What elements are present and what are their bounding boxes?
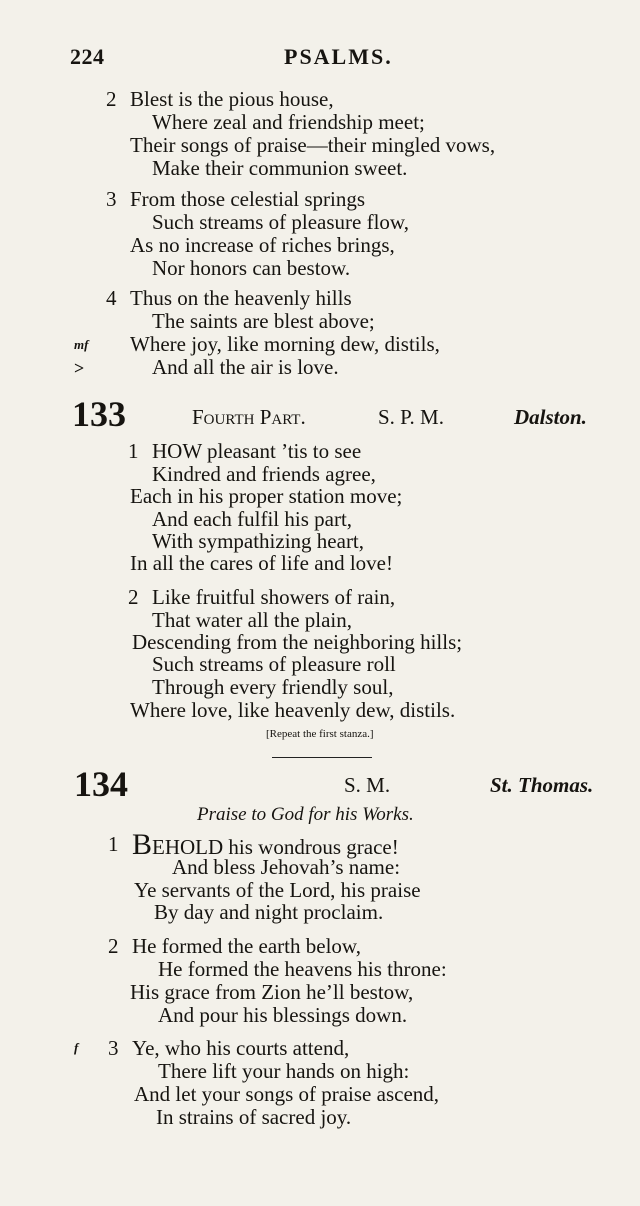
- hymn-number: 134: [74, 764, 128, 804]
- verse-line: Their songs of praise—their mingled vows,: [130, 133, 496, 157]
- verse-line: He formed the earth below,: [132, 934, 361, 958]
- verse-line: And bless Jehovah’s name:: [172, 855, 401, 879]
- verse-line: With sympathizing heart,: [152, 529, 365, 553]
- verse-line: His grace from Zion he’ll bestow,: [130, 980, 414, 1004]
- running-title: PSALMS.: [284, 44, 393, 69]
- verse-line: Where zeal and friendship meet;: [152, 110, 425, 134]
- dynamic-mark: f: [74, 1040, 79, 1055]
- stanza-number: 4: [106, 286, 117, 310]
- tune-name: St. Thomas.: [490, 773, 594, 797]
- verse-line: HOW pleasant ’tis to see: [152, 439, 362, 463]
- drop-cap: B: [132, 828, 153, 861]
- verse-line: That water all the plain,: [152, 608, 353, 632]
- verse-line: There lift your hands on high:: [158, 1059, 410, 1083]
- dynamic-mark: >: [74, 358, 85, 378]
- verse-line: Make their communion sweet.: [152, 156, 408, 180]
- verse-line: Where joy, like morning dew, distils,: [130, 332, 440, 356]
- stanza-number: 1: [128, 439, 139, 463]
- hymn-number: 133: [72, 394, 126, 434]
- stanza-number: 3: [108, 1036, 119, 1060]
- verse-line: Ye, who his courts attend,: [132, 1036, 350, 1060]
- verse-line: Descending from the neighboring hills;: [132, 630, 463, 654]
- verse-line: From those celestial springs: [130, 187, 366, 211]
- stanza-number: 3: [106, 187, 117, 211]
- verse-line: Blest is the pious house,: [130, 87, 334, 111]
- hymn-part: Fourth Part.: [192, 405, 306, 429]
- verse-line: Such streams of pleasure flow,: [152, 210, 409, 234]
- section-divider: [272, 757, 372, 758]
- verse-line: Such streams of pleasure roll: [152, 652, 396, 676]
- verse-line: Through every friendly soul,: [152, 675, 394, 699]
- verse-line: And pour his blessings down.: [158, 1003, 408, 1027]
- verse-line: Where love, like heavenly dew, distils.: [130, 698, 456, 722]
- verse-line: Thus on the heavenly hills: [130, 286, 352, 310]
- verse-line: As no increase of riches brings,: [130, 233, 395, 257]
- verse-line: Kindred and friends agree,: [152, 462, 376, 486]
- repeat-note: [Repeat the first stanza.]: [266, 728, 374, 740]
- stanza-number: 1: [108, 832, 119, 856]
- verse-line-rest: EHOLD his wondrous grace!: [152, 835, 399, 859]
- verse-line: Like fruitful showers of rain,: [152, 585, 396, 609]
- hymn-meter: S. P. M.: [378, 405, 444, 429]
- stanza-number: 2: [106, 87, 117, 111]
- verse-line: And let your songs of praise ascend,: [134, 1082, 440, 1106]
- verse-line: Ye servants of the Lord, his praise: [134, 878, 421, 902]
- verse-line: And each fulfil his part,: [152, 507, 353, 531]
- verse-line: Nor honors can bestow.: [152, 256, 351, 280]
- verse-line: He formed the heavens his throne:: [158, 957, 447, 981]
- verse-line: By day and night proclaim.: [154, 900, 384, 924]
- verse-line: And all the air is love.: [152, 355, 339, 379]
- verse-line: Each in his proper station move;: [130, 484, 403, 508]
- stanza-number: 2: [108, 934, 119, 958]
- dynamic-mark: mf: [74, 337, 89, 352]
- verse-line: In strains of sacred joy.: [156, 1105, 352, 1129]
- stanza-number: 2: [128, 585, 139, 609]
- hymn-subtitle: Praise to God for his Works.: [197, 804, 414, 825]
- page-number: 224: [70, 44, 105, 69]
- tune-name: Dalston.: [514, 405, 587, 429]
- verse-line: In all the cares of life and love!: [130, 551, 393, 575]
- verse-line: The saints are blest above;: [152, 309, 375, 333]
- hymn-meter: S. M.: [344, 773, 391, 797]
